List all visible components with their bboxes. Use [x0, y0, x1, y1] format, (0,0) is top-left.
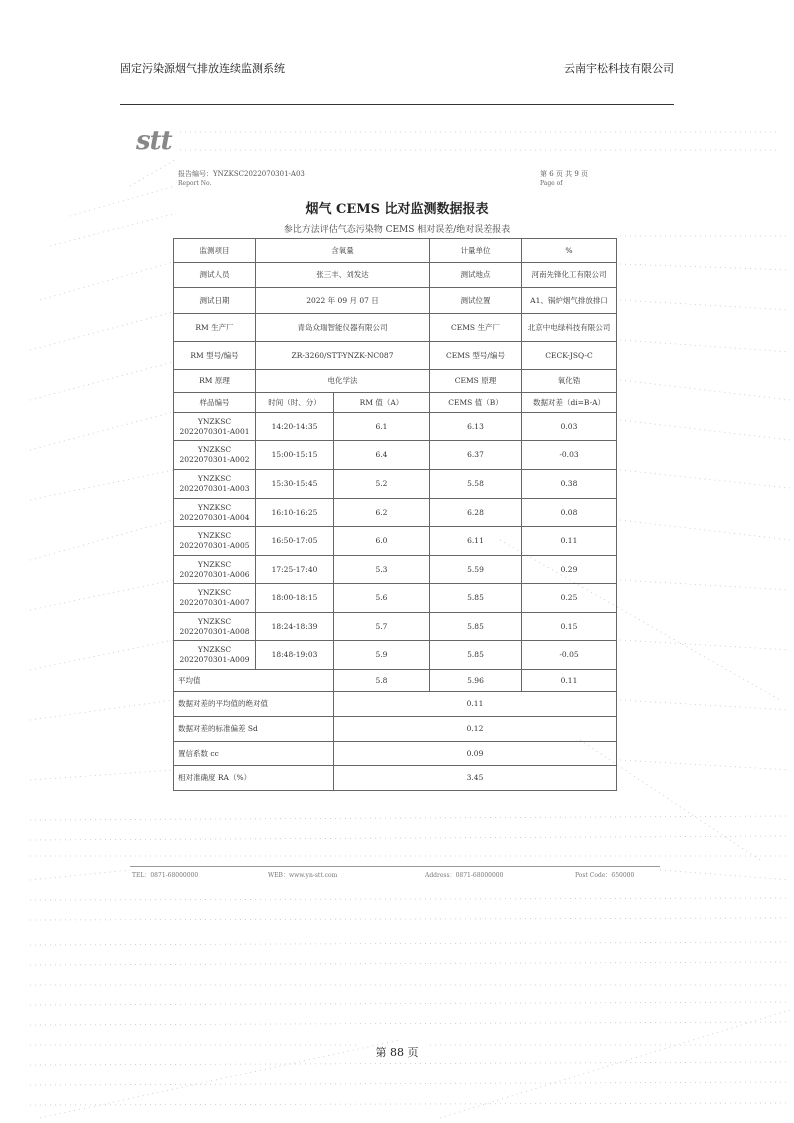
table-header-row [174, 393, 617, 413]
diff-value: 0.11 [522, 527, 617, 556]
average-diff: 0.11 [522, 670, 617, 692]
column-header: 数据对差（di=B-A） [522, 393, 617, 413]
info-value: 2022 年 09 月 07 日 [256, 288, 430, 314]
info-row [174, 314, 617, 342]
footer-tel: TEL：0871-68000000 [132, 872, 199, 879]
info-label: 测试日期 [174, 288, 256, 314]
table-row [174, 441, 617, 470]
info-label: RM 原理 [174, 370, 256, 393]
info-value: 氧化锆 [522, 370, 617, 393]
stat-label: 置信系数 cc [174, 742, 334, 766]
diff-value: 0.38 [522, 470, 617, 499]
cems-value: 6.37 [430, 441, 522, 470]
stat-label: 数据对差的平均值的绝对值 [174, 692, 334, 717]
info-row [174, 342, 617, 370]
report-page-en: Page of [540, 180, 563, 187]
report-subtitle: 参比方法评估气态污染物 CEMS 相对误差/绝对误差报表 [283, 225, 511, 235]
info-label: RM 生产厂 [174, 314, 256, 342]
info-value: 青岛众瑞智能仪器有限公司 [256, 314, 430, 342]
report-number: 报告编号：YNZKSC2022070301-A03 [178, 170, 305, 178]
footer-address: Address：0871-68000000 [425, 872, 504, 879]
diff-value: -0.05 [522, 641, 617, 670]
info-label: 测试人员 [174, 263, 256, 288]
average-label: 平均值 [174, 670, 334, 692]
cems-value: 5.58 [430, 470, 522, 499]
sample-time: 18:48-19:03 [256, 641, 334, 670]
info-label: 计量单位 [430, 239, 522, 263]
info-row [174, 370, 617, 393]
rm-value: 6.0 [334, 527, 430, 556]
rm-value: 6.1 [334, 413, 430, 441]
stat-row [174, 766, 617, 791]
rm-value: 6.4 [334, 441, 430, 470]
report-title: 烟气 CEMS 比对监测数据报表 [305, 202, 489, 217]
sample-time: 18:00-18:15 [256, 584, 334, 613]
cems-value: 6.11 [430, 527, 522, 556]
cems-value: 6.13 [430, 413, 522, 441]
info-value: ZR-3260/STT-YNZK-NC087 [256, 342, 430, 370]
info-value: 含氧量 [256, 239, 430, 263]
table-row [174, 470, 617, 499]
stat-value: 0.09 [334, 742, 617, 766]
info-label: CEMS 原理 [430, 370, 522, 393]
diff-value: 0.03 [522, 413, 617, 441]
sample-id: YNZKSC 2022070301-A001 [174, 413, 256, 441]
cems-value: 5.85 [430, 584, 522, 613]
header-right-company: 云南宇松科技有限公司 [564, 62, 674, 75]
average-row [174, 670, 617, 692]
table-row [174, 556, 617, 584]
sample-time: 18:24-18:39 [256, 613, 334, 641]
sample-id: YNZKSC 2022070301-A009 [174, 641, 256, 670]
diff-value: 0.25 [522, 584, 617, 613]
stat-row [174, 717, 617, 742]
sample-id: YNZKSC 2022070301-A005 [174, 527, 256, 556]
rm-value: 5.2 [334, 470, 430, 499]
stat-label: 相对准确度 RA（%） [174, 766, 334, 791]
info-row [174, 239, 617, 263]
sample-time: 15:00-15:15 [256, 441, 334, 470]
sample-time: 14:20-14:35 [256, 413, 334, 441]
diff-value: 0.15 [522, 613, 617, 641]
header-divider [120, 104, 674, 105]
table-row [174, 584, 617, 613]
table-row [174, 641, 617, 670]
footer-postcode: Post Code：650000 [575, 872, 635, 879]
info-label: 测试位置 [430, 288, 522, 314]
info-label: CEMS 型号/编号 [430, 342, 522, 370]
diff-value: 0.08 [522, 499, 617, 527]
sample-time: 16:50-17:05 [256, 527, 334, 556]
rm-value: 5.7 [334, 613, 430, 641]
info-label: CEMS 生产厂 [430, 314, 522, 342]
cems-value: 6.28 [430, 499, 522, 527]
sample-id: YNZKSC 2022070301-A002 [174, 441, 256, 470]
company-logo: stt [136, 126, 172, 156]
column-header: RM 值（A） [334, 393, 430, 413]
sample-id: YNZKSC 2022070301-A004 [174, 499, 256, 527]
sample-id: YNZKSC 2022070301-A008 [174, 613, 256, 641]
stat-row [174, 692, 617, 717]
stat-label: 数据对差的标准偏差 Sd [174, 717, 334, 742]
table-row [174, 613, 617, 641]
info-value: 北京中电绿科技有限公司 [522, 314, 617, 342]
footer-web: WEB：www.yn-stt.com [268, 872, 338, 879]
sample-id: YNZKSC 2022070301-A003 [174, 470, 256, 499]
report-number-en: Report No. [178, 180, 212, 187]
cems-data-table [173, 238, 617, 791]
info-row [174, 288, 617, 314]
diff-value: -0.03 [522, 441, 617, 470]
sample-time: 16:10-16:25 [256, 499, 334, 527]
sample-id: YNZKSC 2022070301-A006 [174, 556, 256, 584]
cems-value: 5.85 [430, 641, 522, 670]
cems-value: 5.85 [430, 613, 522, 641]
cems-value: 5.59 [430, 556, 522, 584]
info-label: 监测项目 [174, 239, 256, 263]
info-value: 张三丰、刘发达 [256, 263, 430, 288]
average-rm: 5.8 [334, 670, 430, 692]
info-value: 电化学法 [256, 370, 430, 393]
rm-value: 5.3 [334, 556, 430, 584]
rm-value: 6.2 [334, 499, 430, 527]
info-value: % [522, 239, 617, 263]
stat-value: 0.12 [334, 717, 617, 742]
average-cems: 5.96 [430, 670, 522, 692]
info-value: 河南先锋化工有限公司 [522, 263, 617, 288]
stat-value: 3.45 [334, 766, 617, 791]
diff-value: 0.29 [522, 556, 617, 584]
table-row [174, 527, 617, 556]
sample-id: YNZKSC 2022070301-A007 [174, 584, 256, 613]
info-value: CECK-JSQ-C [522, 342, 617, 370]
stat-row [174, 742, 617, 766]
sample-time: 15:30-15:45 [256, 470, 334, 499]
info-label: RM 型号/编号 [174, 342, 256, 370]
rm-value: 5.9 [334, 641, 430, 670]
footer-divider [130, 866, 660, 867]
info-label: 测试地点 [430, 263, 522, 288]
column-header: 时间（时、分） [256, 393, 334, 413]
header-left-title: 固定污染源烟气排放连续监测系统 [120, 62, 285, 75]
table-row [174, 499, 617, 527]
info-row [174, 263, 617, 288]
report-page: 第 6 页 共 9 页 [540, 170, 589, 178]
sample-time: 17:25-17:40 [256, 556, 334, 584]
column-header: 样品编号 [174, 393, 256, 413]
rm-value: 5.6 [334, 584, 430, 613]
column-header: CEMS 值（B） [430, 393, 522, 413]
info-value: A1、锅炉烟气排放排口 [522, 288, 617, 314]
stat-value: 0.11 [334, 692, 617, 717]
table-row [174, 413, 617, 441]
page-number: 第 88 页 [375, 1046, 419, 1059]
